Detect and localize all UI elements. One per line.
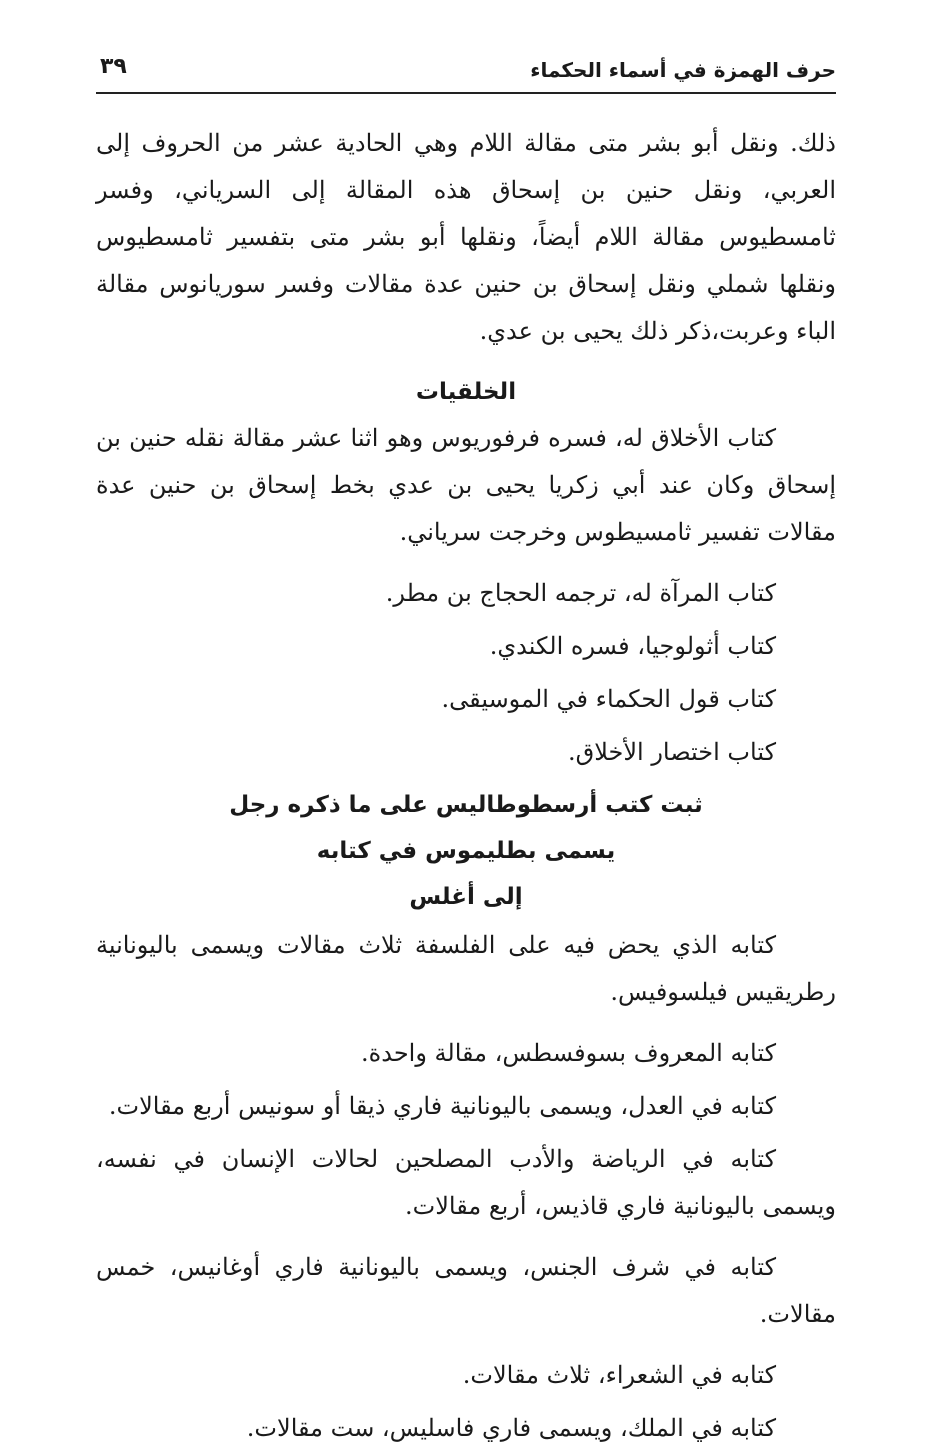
paragraph-protrepticus: كتابه الذي يحض فيه على الفلسفة ثلاث مقالات ويسمى باليونانية رطريقيس فيلسوفيس. bbox=[96, 931, 836, 1006]
book-entry-mirror: كتاب المرآة له، ترجمه الحجاج بن مطر. bbox=[385, 579, 776, 607]
running-title: حرف الهمزة في أسماء الحكماء bbox=[530, 58, 836, 82]
book-entry-theology: كتاب أثولوجيا، فسره الكندي. bbox=[489, 632, 776, 660]
section-heading-ptolemy-list-line2: يسمى بطليموس في كتابه bbox=[316, 838, 616, 864]
book-entry-kingship: كتابه في الملك، ويسمى فاري فاسليس، ست مقالات. bbox=[246, 1414, 776, 1442]
book-entry-justice: كتابه في العدل، ويسمى باليونانية فاري ذيقا أو سونيس أربع مقالات. bbox=[108, 1092, 776, 1120]
page-number: ٣٩ bbox=[100, 54, 127, 79]
page-body bbox=[96, 120, 836, 1452]
book-entry-sophist: كتابه المعروف بسوفسطس، مقالة واحدة. bbox=[361, 1039, 776, 1067]
section-heading-ethics: الخلقيات bbox=[415, 379, 517, 405]
paragraph-ethics-book: كتاب الأخلاق له، فسره فرفوريوس وهو اثنا عشر مقالة نقله حنين بن إسحاق وكان عند أبي زكريا يحيى بن عدي بخط إسحاق بن حنين عدة مقالات تفسير ثامسيطوس وخرجت سرياني. bbox=[96, 424, 836, 546]
page-header bbox=[96, 52, 836, 94]
paragraph-education: كتابه في الرياضة والأدب المصلحين لحالات الإنسان في نفسه، ويسمى باليونانية فاري قاذيس، أربع مقالات. bbox=[96, 1145, 836, 1220]
section-heading-ptolemy-list-line3: إلى أغلس bbox=[409, 884, 523, 910]
section-heading-ptolemy-list-line1: ثبت كتب أرسطوطاليس على ما ذكره رجل bbox=[229, 792, 703, 818]
book-entry-poets: كتابه في الشعراء، ثلاث مقالات. bbox=[462, 1361, 776, 1389]
book-entry-ethics-abridgment: كتاب اختصار الأخلاق. bbox=[567, 738, 776, 766]
paragraph-nobility: كتابه في شرف الجنس، ويسمى باليونانية فاري أوغانيس، خمس مقالات. bbox=[96, 1253, 836, 1328]
paragraph-intro: ذلك. ونقل أبو بشر متى مقالة اللام وهي الحادية عشر من الحروف إلى العربي، ونقل حنين بن إسحاق هذه المقالة إلى السرياني، وفسر ثامسطيوس مقالة اللام أيضاً، ونقلها أبو بشر متى بتفسير ثامسطيوس ونقلها شملي ونقل إسحاق بن حنين عدة مقالات وفسر سوريانوس مقالة الباء وعربت،ذكر ذلك يحيى بن عدي. bbox=[96, 129, 836, 345]
book-entry-music: كتاب قول الحكماء في الموسيقى. bbox=[441, 685, 776, 713]
